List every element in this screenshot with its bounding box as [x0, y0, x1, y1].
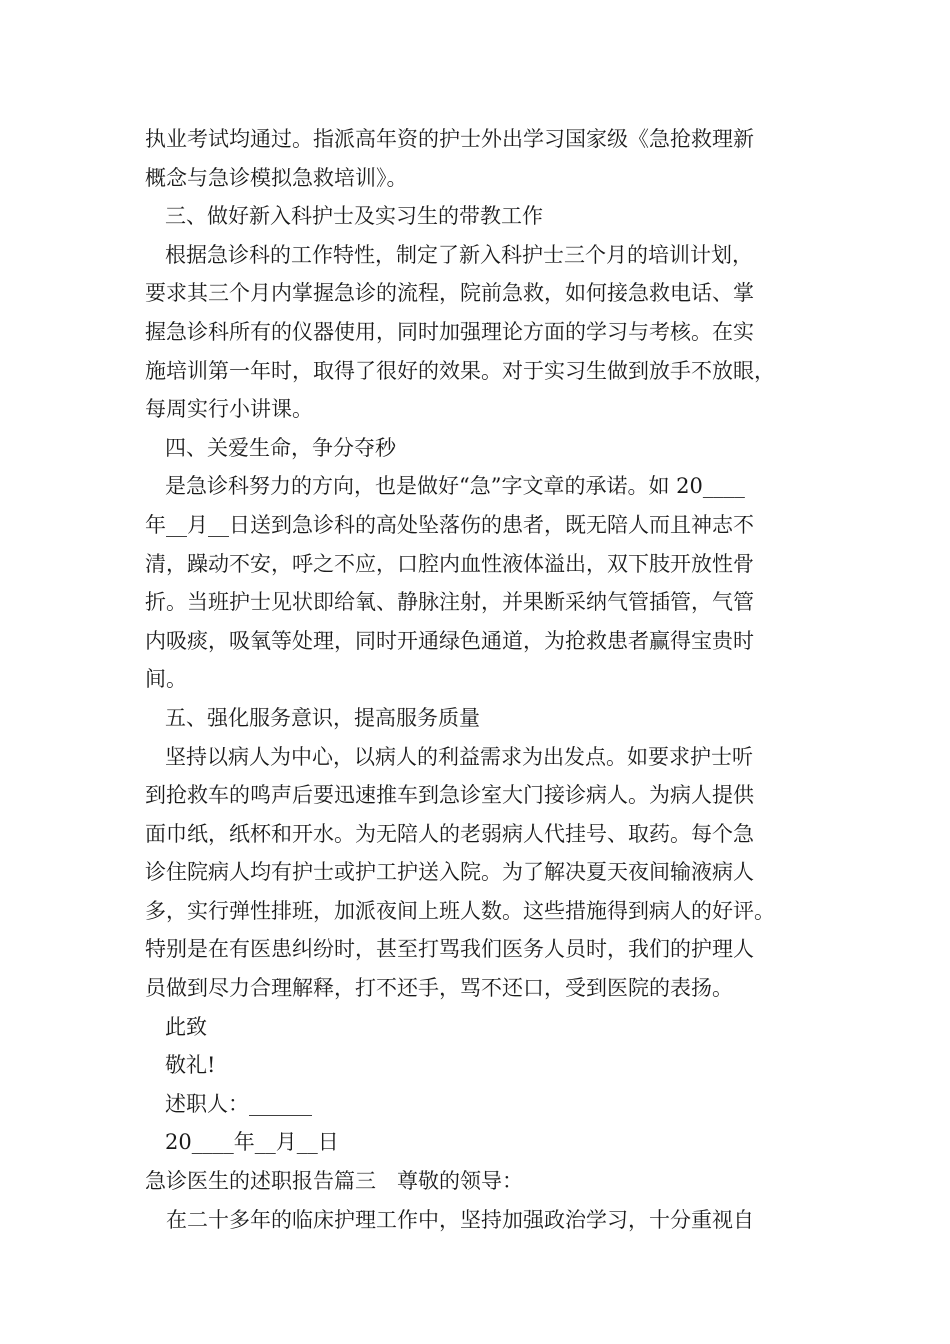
- text-line: 执业考试均通过。指派高年资的护士外出学习国家级《急抢救理新: [145, 127, 754, 151]
- text-line: 每周实行小讲课。: [145, 397, 313, 422]
- closing-line: 此致: [165, 1014, 207, 1039]
- text-line: 坚持以病人为中心，以病人的利益需求为出发点。如要求护士听: [165, 744, 753, 769]
- text-line: 面巾纸，纸杯和开水。为无陪人的老弱病人代挂号、取药。每个急: [145, 821, 754, 846]
- text-line: 诊住院病人均有护士或护工护送入院。为了解决夏天夜间输液病人: [145, 860, 754, 885]
- section-heading: 三、做好新入科护士及实习生的带教工作: [165, 204, 543, 229]
- text-line: 内吸痰，吸氧等处理，同时开通绿色通道，为抢救患者赢得宝贵时: [145, 628, 754, 653]
- document-body: [145, 120, 825, 1239]
- date-line: 20____年__月__日: [165, 1130, 339, 1155]
- section-heading: 四、关爱生命，争分夺秒: [165, 435, 396, 460]
- text-line: 握急诊科所有的仪器使用，同时加强理论方面的学习与考核。在实: [145, 319, 754, 344]
- text-line: 施培训第一年时，取得了很好的效果。对于实习生做到放手不放眼，: [145, 358, 775, 383]
- text-line: 要求其三个月内掌握急诊的流程，院前急救，如何接急救电话、掌: [145, 281, 754, 306]
- text-line: 特别是在有医患纠纷时，甚至打骂我们医务人员时，我们的护理人: [145, 937, 754, 962]
- text-line: 折。当班护士见状即给氧、静脉注射，并果断采纳气管插管，气管: [145, 590, 754, 615]
- text-line: 间。: [145, 667, 187, 692]
- text-line: 根据急诊科的工作特性，制定了新入科护士三个月的培训计划，: [165, 242, 753, 267]
- text-line: 年__月__日送到急诊科的高处坠落伤的患者，既无陪人而且神志不: [145, 512, 754, 537]
- section-title: 急诊医生的述职报告篇三 尊敬的领导：: [145, 1169, 523, 1194]
- text-line: 多，实行弹性排班，加派夜间上班人数。这些措施得到病人的好评。: [145, 898, 775, 923]
- text-line: 概念与急诊模拟急救培训》。: [145, 165, 408, 190]
- closing-line: 敬礼!: [165, 1053, 216, 1078]
- text-line: 员做到尽力合理解释，打不还手，骂不还口，受到医院的表扬。: [145, 976, 733, 1001]
- signature-line: 述职人：______: [165, 1091, 312, 1116]
- section-heading: 五、强化服务意识，提高服务质量: [165, 705, 480, 730]
- text-line: 到抢救车的鸣声后要迅速推车到急诊室大门接诊病人。为病人提供: [145, 783, 754, 808]
- text-line: 在二十多年的临床护理工作中，坚持加强政治学习，十分重视自: [166, 1207, 754, 1232]
- text-line: 清，躁动不安，呼之不应，口腔内血性液体溢出，双下肢开放性骨: [145, 551, 754, 576]
- text-line: 是急诊科努力的方向，也是做好“急”字文章的承诺。如 20____: [165, 474, 745, 499]
